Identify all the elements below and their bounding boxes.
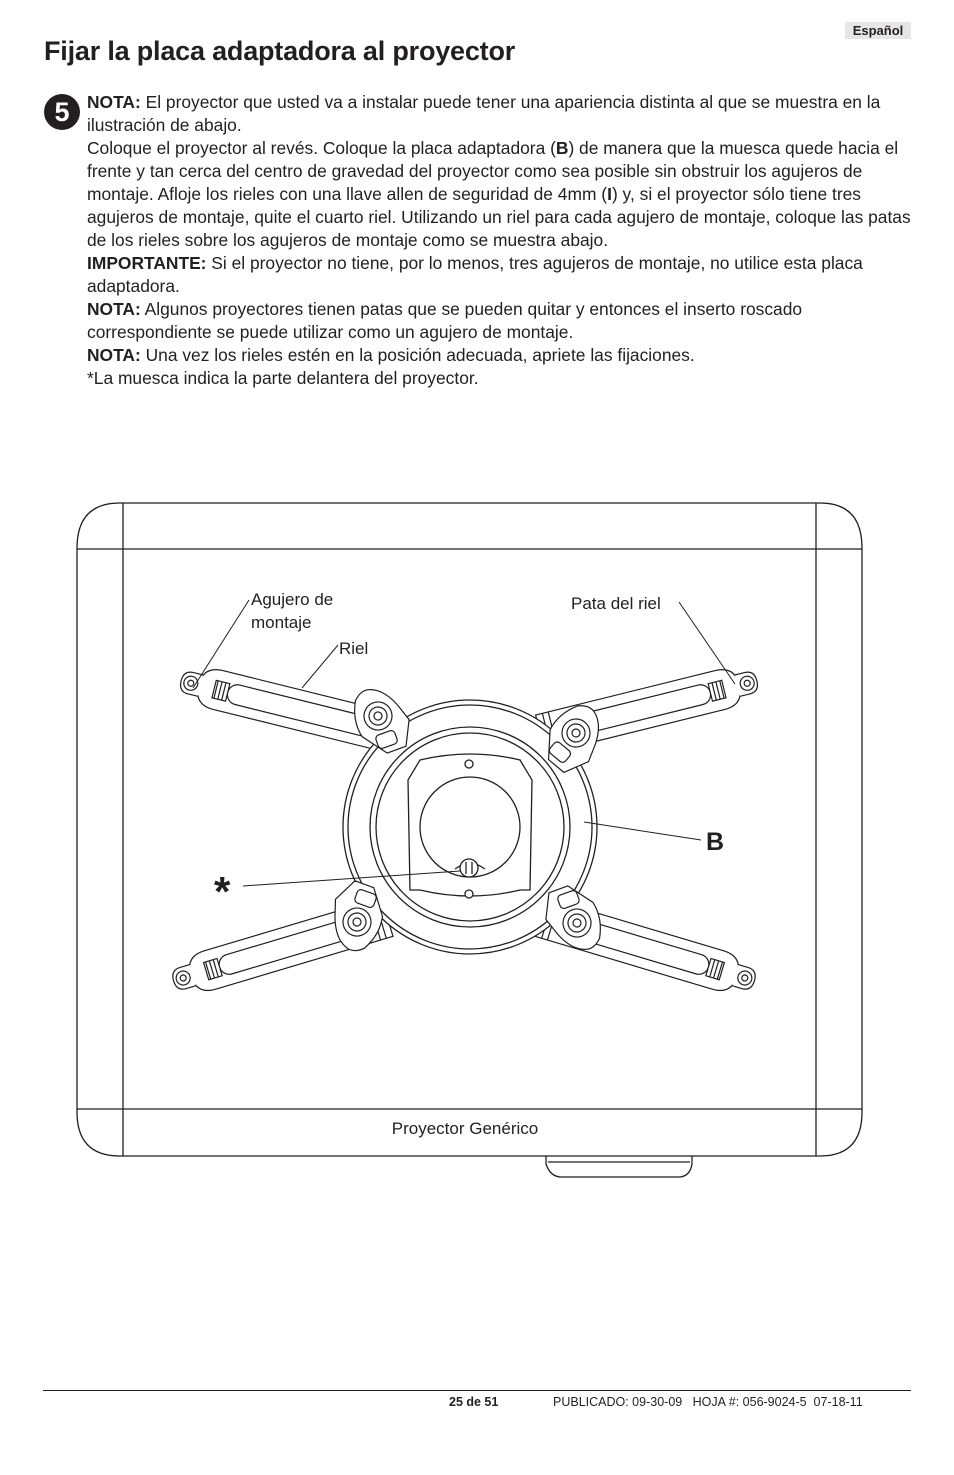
rail-label: Riel — [339, 639, 369, 658]
instruction-text-middle: ) de manera que la muesca quede hacia el frente y tan cerca del centro de gravedad del proyector como sea posible sin obstruir los agujeros de montaje. Afloje los rieles con una llave allen de seguridad de 4mm ( — [87, 138, 899, 204]
note-label: NOTA: — [87, 345, 141, 365]
note-text: El proyector que usted va a instalar puede tener una apariencia distinta al que se muestra en la ilustración de abajo. — [87, 92, 881, 135]
projector-label: Proyector Genérico — [391, 1119, 539, 1138]
mounting-hole-label-line2: montaje — [251, 613, 312, 632]
notch-footnote: *La muesca indica la parte delantera del proyector. — [87, 368, 479, 388]
footer-divider — [43, 1390, 911, 1391]
note-label: NOTA: — [87, 299, 141, 319]
instruction-text-start: Coloque el proyector al revés. Coloque la placa adaptadora ( — [87, 138, 556, 158]
instruction-text-end: ) y, si el proyector sólo tiene tres agujeros de montaje, quite el cuarto riel. Utilizando un riel para cada agujero de montaje, coloque las patas de los rieles sobre los agujeros de montaje como se muestra abajo. — [87, 184, 911, 250]
important-label: IMPORTANTE: — [87, 253, 207, 273]
important-text: Si el proyector no tiene, por lo menos, tres agujeros de montaje, no utilice esta placa adaptadora. — [87, 253, 863, 296]
note-text: Una vez los rieles estén en la posición adecuada, apriete las fijaciones. — [140, 345, 695, 365]
rail-foot-label: Pata del riel — [571, 594, 661, 613]
step-number-badge: 5 — [44, 94, 80, 130]
note-text: Algunos proyectores tienen patas que se pueden quitar y entonces el inserto roscado correspondiente se puede utilizar como un agujero de montaje. — [87, 299, 803, 342]
adapter-plate-label: B — [706, 828, 725, 856]
note-label: NOTA: — [87, 92, 141, 112]
plate-reference: B — [555, 138, 569, 158]
mounting-hole-label: Agujero de — [251, 590, 334, 609]
wrench-reference: I — [607, 184, 612, 204]
page-number: 25 de 51 — [449, 1395, 499, 1409]
language-tag: Español — [845, 22, 911, 39]
publication-info: PUBLICADO: 09-30-09 HOJA #: 056-9024-5 07-18-11 — [553, 1395, 863, 1409]
notch-marker: * — [214, 868, 231, 915]
page-title: Fijar la placa adaptadora al proyector — [44, 36, 516, 66]
